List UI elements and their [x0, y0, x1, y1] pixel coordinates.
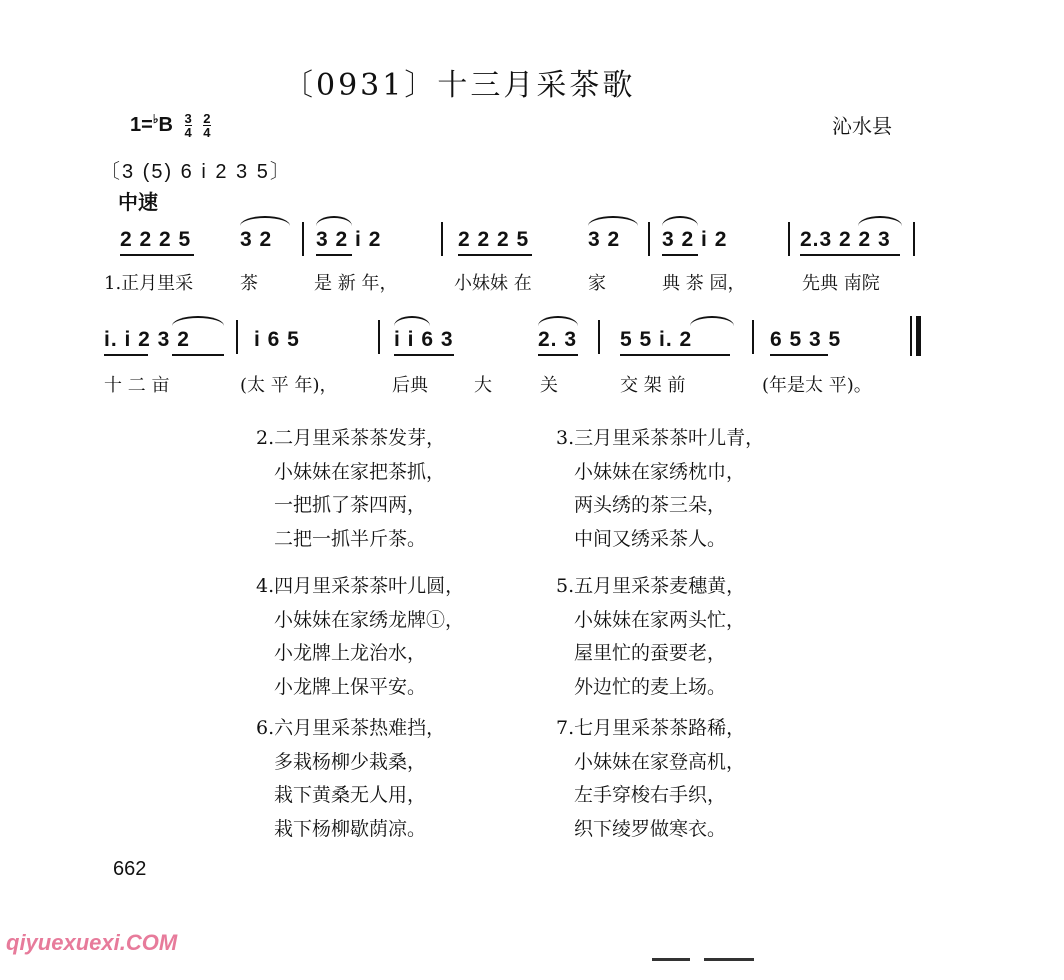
lyric: 交 架 前 [620, 375, 686, 396]
beam-underline [770, 354, 828, 356]
bar-line [236, 320, 238, 354]
stanza-line: 小龙牌上龙治水， [274, 642, 427, 664]
stanza-line: 6.六月里采茶热难挡， [256, 717, 446, 739]
stanza-line: 小妹妹在家绣龙牌①， [274, 608, 465, 631]
footer-mark [652, 958, 690, 961]
site-watermark: qiyuexuexi.COM [6, 930, 178, 955]
slur [858, 216, 902, 226]
measure-note: 3 2 i 2 [316, 228, 382, 251]
lyric: 茶 [240, 273, 258, 294]
stanza-line: 多栽杨柳少栽桑， [274, 750, 427, 773]
region-label: 沁水县 [832, 114, 892, 138]
stanza-line: 3.三月里采茶茶叶儿青， [556, 427, 765, 449]
intro-notation: 〔3 (5) 6 i 2 3 5〕 [100, 161, 292, 183]
beam-underline [662, 254, 698, 256]
slur [662, 216, 698, 226]
stanza-7 [556, 712, 745, 846]
measure-note: 3 2 i 2 [662, 228, 728, 251]
slur [240, 216, 290, 226]
lyric: 十 二 亩 [104, 375, 170, 396]
lyric: 大 [474, 375, 492, 396]
slur [538, 316, 578, 326]
stanza-line: 栽下杨柳歇荫凉。 [274, 817, 427, 840]
stanza-line: 小龙牌上保平安。 [274, 675, 427, 698]
measure-note: 5 5 i. 2 [620, 328, 693, 351]
measure-note: 6 5 3 5 [770, 328, 842, 351]
measure-note: 2 2 2 5 [458, 228, 530, 251]
stanza-line: 外边忙的麦上场。 [574, 675, 727, 698]
key-prefix: 1= [130, 113, 153, 136]
bar-line [598, 320, 600, 354]
measure-note: 2.3 2 2 3 [800, 228, 891, 251]
bar-line [378, 320, 380, 354]
slur [588, 216, 638, 226]
beam-underline [120, 254, 194, 256]
stanza-line: 栽下黄桑无人用， [274, 784, 427, 806]
lyric: 典 茶 园， [662, 273, 746, 294]
stanza-2 [256, 422, 445, 556]
stanza-line: 2.二月里采茶茶发芽， [256, 427, 446, 449]
lyric: 小妹妹 在 [454, 273, 532, 294]
bar-line [648, 222, 650, 256]
lyric: (太 平 年)， [240, 375, 338, 396]
lyric: 关 [540, 375, 558, 396]
flat-sign: ♭ [152, 112, 159, 127]
beam-underline [620, 354, 730, 356]
bar-line [910, 316, 912, 356]
beam-underline [538, 354, 578, 356]
stanza-line: 小妹妹在家登高机， [574, 750, 746, 773]
stanza-5 [556, 570, 745, 704]
slur [394, 316, 430, 326]
stanza-line: 两头绣的茶三朵， [574, 494, 727, 516]
lyric: 家 [588, 273, 606, 294]
stanza-line: 5.五月里采茶麦穗黄， [556, 575, 746, 597]
beam-underline [394, 354, 454, 356]
stanza-line: 小妹妹在家绣枕巾， [574, 460, 746, 483]
stanza-line: 织下绫罗做寒衣。 [574, 817, 727, 840]
stanza-4 [256, 570, 464, 704]
measure-note: i 6 5 [254, 328, 300, 351]
beam-underline [458, 254, 532, 256]
stanza-line: 屋里忙的蚕要老， [574, 642, 727, 664]
bar-line [752, 320, 754, 354]
measure-note: 2 2 2 5 [120, 228, 192, 251]
beam-underline [104, 354, 148, 356]
slur [316, 216, 352, 226]
beam-underline [800, 254, 900, 256]
stanza-line: 小妹妹在家两头忙， [574, 608, 746, 631]
measure-note: i i 6 3 [394, 328, 454, 351]
beam-underline [316, 254, 352, 256]
slur [690, 316, 734, 326]
final-bar-line [916, 316, 921, 356]
song-title: 〔0931〕十三月采茶歌 [283, 68, 636, 103]
stanza-line: 小妹妹在家把茶抓， [274, 460, 446, 483]
lyric: 是 新 年， [314, 273, 398, 294]
page-number: 662 [113, 858, 147, 880]
measure-note: 3 2 [240, 228, 273, 251]
stanza-3 [556, 422, 764, 556]
stanza-line: 二把一抓半斤茶。 [274, 527, 427, 550]
stanza-line: 7.七月里采茶茶路稀， [556, 717, 746, 739]
bar-line [913, 222, 915, 256]
footer-mark [704, 958, 754, 961]
bar-line [788, 222, 790, 256]
stanza-line: 左手穿梭右手织， [574, 784, 727, 806]
bar-line [302, 222, 304, 256]
key-signature [130, 112, 211, 139]
lyric: 后典 [392, 375, 428, 396]
stanza-line: 中间又绣采茶人。 [574, 527, 727, 550]
slur [172, 316, 224, 326]
meter-2-4: $\frac{2}{4}$ [203, 111, 211, 140]
measure-note: 2. 3 [538, 328, 578, 351]
beam-underline [172, 354, 224, 356]
measure-note: i. i 2 3 2 [104, 328, 190, 351]
lyric: (年是太 平)。 [762, 375, 872, 396]
stanza-line: 4.四月里采茶茶叶儿圆， [256, 575, 465, 597]
bar-line [441, 222, 443, 256]
tempo-marking: 中速 [118, 190, 158, 214]
lyric: 先典 南院 [802, 273, 880, 294]
stanza-line: 一把抓了茶四两， [274, 494, 427, 516]
meter-3-4: $\frac{3}{4}$ [184, 111, 192, 140]
key-note: B [158, 113, 173, 136]
measure-note: 3 2 [588, 228, 621, 251]
stanza-6 [256, 712, 445, 846]
lyric: 1.正月里采 [104, 273, 194, 294]
